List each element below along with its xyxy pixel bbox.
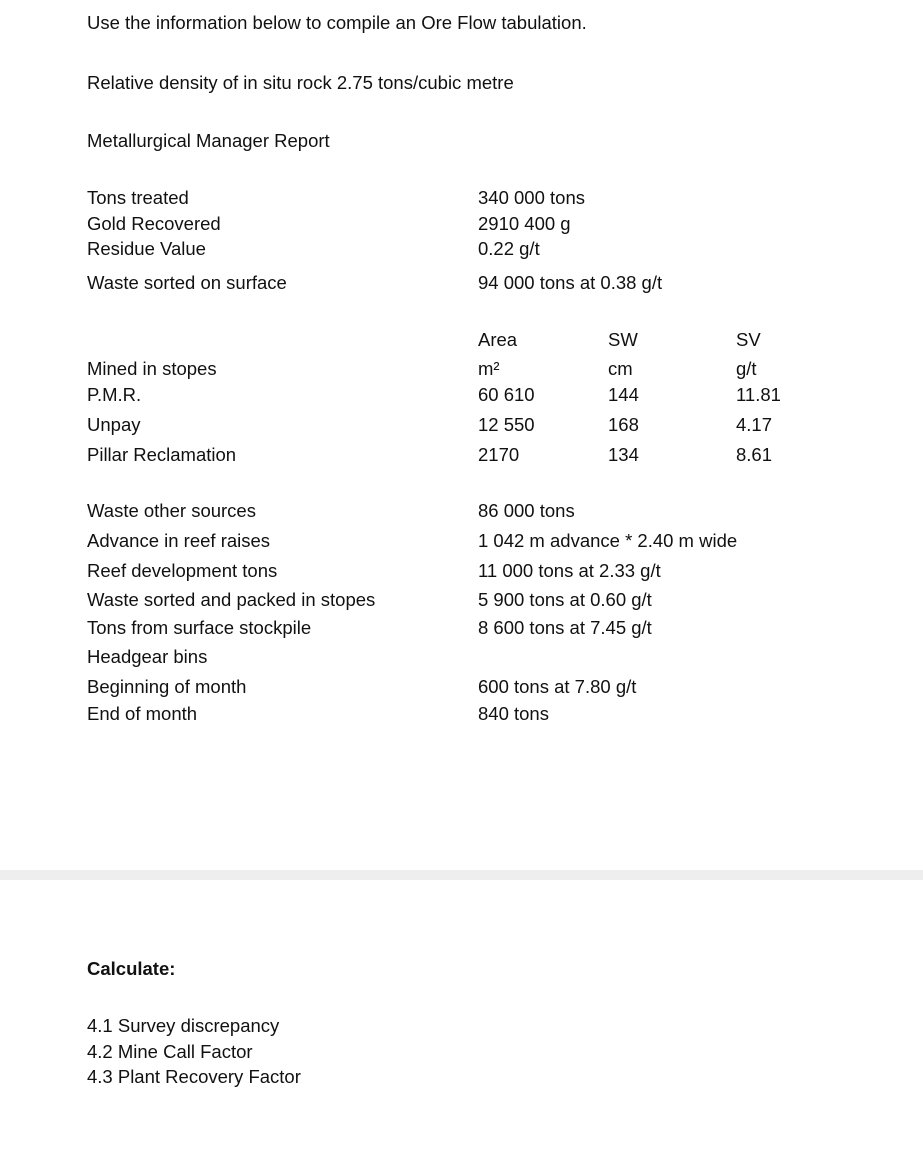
other-item-label: End of month xyxy=(87,703,198,724)
other-item-value: 600 tons at 7.80 g/t xyxy=(478,676,637,697)
table-cell-sv: 8.61 xyxy=(736,444,773,465)
other-item-value: 86 000 tons xyxy=(478,500,575,521)
table-cell-area: 2170 xyxy=(478,444,520,465)
other-item-label: Headgear bins xyxy=(87,646,208,667)
calculate-item: 4.1 Survey discrepancy xyxy=(87,1015,280,1036)
table-header-area: Area xyxy=(478,329,518,350)
report-item-label: Gold Recovered xyxy=(87,213,221,234)
table-cell-sw: 144 xyxy=(608,384,639,405)
table-cell-sw: 168 xyxy=(608,414,639,435)
report-item-value: 2910 400 g xyxy=(478,213,571,234)
report-title: Metallurgical Manager Report xyxy=(87,130,330,151)
table-header-sv: SV xyxy=(736,329,761,350)
table-cell-sw: 134 xyxy=(608,444,639,465)
table-header-sw: SW xyxy=(608,329,638,350)
report-item-value: 94 000 tons at 0.38 g/t xyxy=(478,272,663,293)
calculate-item: 4.3 Plant Recovery Factor xyxy=(87,1066,301,1087)
report-item-value: 340 000 tons xyxy=(478,187,585,208)
report-item-label: Waste sorted on surface xyxy=(87,272,287,293)
table-row-label: Mined in stopes xyxy=(87,358,217,379)
table-unit-area: m² xyxy=(478,358,500,379)
report-item-value: 0.22 g/t xyxy=(478,238,540,259)
other-item-value: 8 600 tons at 7.45 g/t xyxy=(478,617,652,638)
other-item-label: Tons from surface stockpile xyxy=(87,617,312,638)
other-item-value: 11 000 tons at 2.33 g/t xyxy=(478,560,661,581)
table-cell-sv: 4.17 xyxy=(736,414,773,435)
other-item-label: Waste other sources xyxy=(87,500,256,521)
report-item-label: Residue Value xyxy=(87,238,206,259)
table-cell-sv: 11.81 xyxy=(736,384,781,405)
table-unit-sw: cm xyxy=(608,358,633,379)
other-item-label: Beginning of month xyxy=(87,676,247,697)
table-row-label: P.M.R. xyxy=(87,384,142,405)
report-item-label: Tons treated xyxy=(87,187,189,208)
table-row-label: Pillar Reclamation xyxy=(87,444,237,465)
table-row-label: Unpay xyxy=(87,414,141,435)
density-text: Relative density of in situ rock 2.75 tons/cubic metre xyxy=(87,72,514,93)
other-item-value: 1 042 m advance * 2.40 m wide xyxy=(478,530,738,551)
other-item-label: Waste sorted and packed in stopes xyxy=(87,589,376,610)
calculate-heading: Calculate: xyxy=(87,958,176,979)
table-cell-area: 12 550 xyxy=(478,414,535,435)
calculate-item: 4.2 Mine Call Factor xyxy=(87,1041,253,1062)
table-unit-sv: g/t xyxy=(736,358,757,379)
table-cell-area: 60 610 xyxy=(478,384,535,405)
intro-text: Use the information below to compile an Ore Flow tabulation. xyxy=(87,12,587,33)
other-item-value: 840 tons xyxy=(478,703,549,724)
other-item-label: Advance in reef raises xyxy=(87,530,271,551)
other-item-value: 5 900 tons at 0.60 g/t xyxy=(478,589,652,610)
other-item-label: Reef development tons xyxy=(87,560,278,581)
page-separator xyxy=(0,870,923,880)
